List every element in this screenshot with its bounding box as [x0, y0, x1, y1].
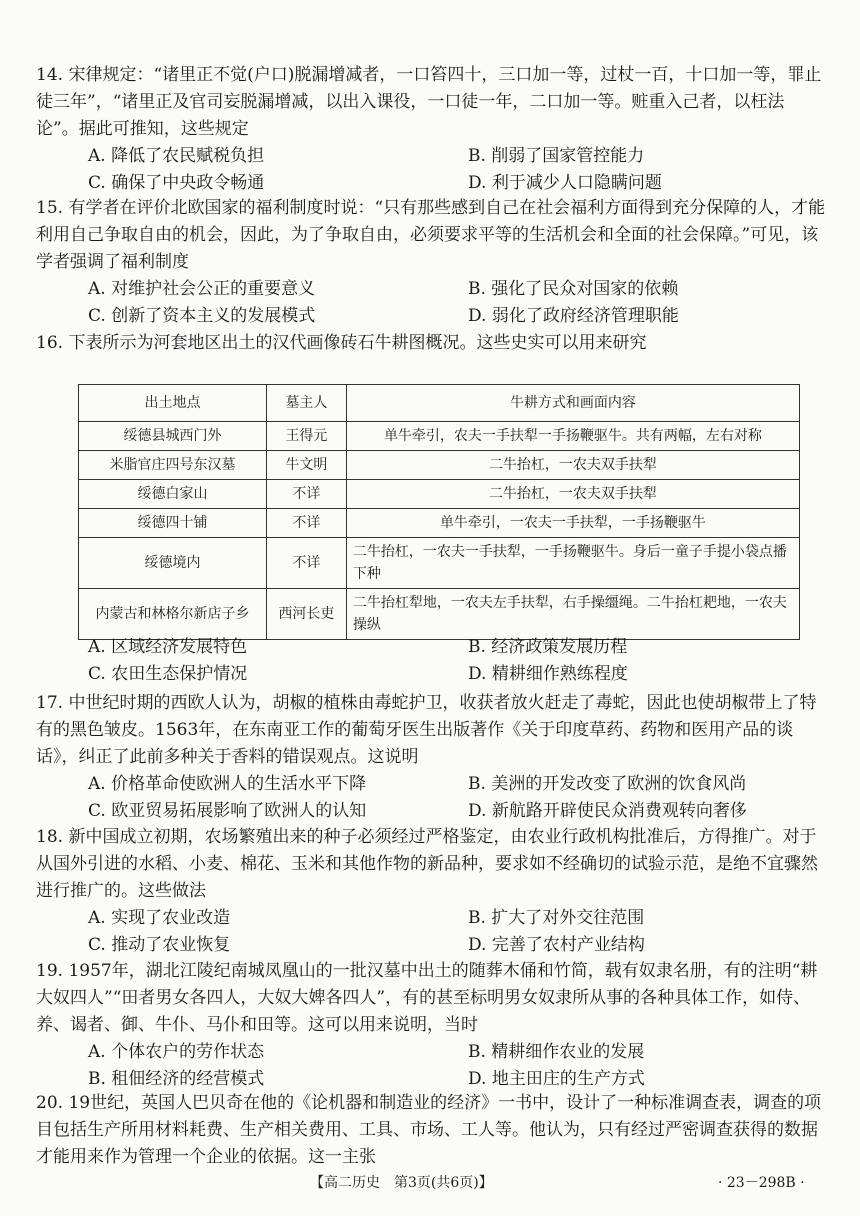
table-row	[79, 589, 800, 640]
option-d: D. 利于减少人口隐瞒问题	[468, 173, 662, 193]
table-cell: 二牛抬杠犁地，一农夫左手扶犁，右手操缰绳。二牛抬杠耙地，一农夫操纵	[346, 589, 799, 640]
options	[88, 143, 826, 197]
question-19	[36, 958, 826, 1093]
question-stem: 20. 19世纪，英国人巴贝奇在他的《论机器和制造业的经济》一书中，设计了一种标准调查表，调查的项目包括生产所用材料耗费、生产相关费用、工具、市场、工人等。他认为，只有经过严密调查获得的数据才能用来作为管理一个企业的依据。这一主张	[36, 1093, 822, 1167]
table-row	[79, 422, 800, 451]
table-row	[79, 451, 800, 480]
table-cell: 米脂官庄四号东汉墓	[79, 451, 267, 480]
option-a: A. 降低了农民赋税负担	[88, 146, 265, 166]
question-stem: 17. 中世纪时期的西欧人认为，胡椒的植株由毒蛇护卫，收获者放火赶走了毒蛇，因此也使胡椒带上了特有的黑色皱皮。1563年，在东南亚工作的葡萄牙医生出版著作《关于印度草药、药物和医用产品的谈话》，纠正了此前多种关于香料的错误观点。这说明	[36, 693, 817, 767]
table-cell: 不详	[266, 480, 346, 509]
footer-code: · 23－298B ·	[718, 1175, 805, 1191]
table-cell: 王得元	[266, 422, 346, 451]
option-c: C. 农田生态保护情况	[88, 664, 248, 684]
option-c: C. 欧亚贸易拓展影响了欧洲人的认知	[88, 801, 367, 821]
table-cell: 牛文明	[266, 451, 346, 480]
question-stem: 19. 1957年，湖北江陵纪南城凤凰山的一批汉墓中出土的随葬木俑和竹简，载有奴隶名册，有的注明“耕大奴四人”“田者男女各四人，大奴大婢各四人”，有的甚至标明男女奴隶所从事的各种具体工作，如侍、养、谒者、御、牛仆、马仆和田等。这可以用来说明，当时	[36, 961, 818, 1035]
table-cell: 单牛牵引，农夫一手扶犁一手扬鞭驱牛。共有两幅，左右对称	[346, 422, 799, 451]
table-cell: 西河长吏	[266, 589, 346, 640]
option-a: A. 区域经济发展特色	[88, 637, 248, 657]
question-18	[36, 824, 826, 959]
question-14	[36, 62, 826, 197]
option-d: D. 地主田庄的生产方式	[468, 1069, 645, 1089]
option-b: B. 削弱了国家管控能力	[468, 146, 645, 166]
options	[88, 634, 826, 688]
table-cell: 内蒙古和林格尔新店子乡	[79, 589, 267, 640]
option-b: B. 经济政策发展历程	[468, 637, 628, 657]
option-b: B. 强化了民众对国家的依赖	[468, 279, 679, 299]
footer-page-label: 【高二历史 第3页(共6页)】	[310, 1175, 493, 1191]
option-c: C. 推动了农业恢复	[88, 935, 231, 955]
table-header: 出土地点	[79, 385, 267, 422]
option-c: B. 租佃经济的经营模式	[88, 1069, 265, 1089]
question-16	[36, 330, 826, 357]
table-header-row	[79, 385, 800, 422]
options	[88, 771, 826, 825]
options	[88, 905, 826, 959]
table-cell: 绥德县城西门外	[79, 422, 267, 451]
table-header: 墓主人	[266, 385, 346, 422]
option-d: D. 新航路开辟使民众消费观转向奢侈	[468, 801, 747, 821]
table-row	[79, 480, 800, 509]
option-b: B. 扩大了对外交往范围	[468, 908, 645, 928]
option-d: D. 弱化了政府经济管理职能	[468, 306, 679, 326]
ox-plough-table	[78, 384, 800, 640]
table-row	[79, 509, 800, 538]
option-a: A. 个体农户的劳作状态	[88, 1042, 265, 1062]
option-c: C. 确保了中央政令畅通	[88, 173, 265, 193]
question-16-options	[36, 634, 826, 688]
table-cell: 二牛抬杠，一农夫双手扶犁	[346, 480, 799, 509]
question-15	[36, 195, 826, 330]
table-cell: 二牛抬杠，一农夫一手扶犁，一手扬鞭驱牛。身后一童子手提小袋点播下种	[346, 538, 799, 589]
table-cell: 不详	[266, 538, 346, 589]
question-17	[36, 690, 826, 825]
option-a: A. 实现了农业改造	[88, 908, 231, 928]
question-stem: 18. 新中国成立初期，农场繁殖出来的种子必须经过严格鉴定，由农业行政机构批准后，方得推广。对于从国外引进的水稻、小麦、棉花、玉米和其他作物的新品种，要求如不经确切的试验示范，是绝不宜骤然进行推广的。这些做法	[36, 827, 818, 901]
options	[88, 1039, 826, 1093]
question-stem: 14. 宋律规定：“诸里正不觉(户口)脱漏增减者，一口笞四十，三口加一等，过杖一百，十口加一等，罪止徒三年”，“诸里正及官司妄脱漏增减，以出入课役，一口徒一年，二口加一等。赃重入己者，以枉法论”。据此可推知，这些规定	[36, 65, 822, 139]
table-header: 牛耕方式和画面内容	[346, 385, 799, 422]
table-cell: 绥德白家山	[79, 480, 267, 509]
table-cell: 二牛抬杠，一农夫双手扶犁	[346, 451, 799, 480]
question-stem: 15. 有学者在评价北欧国家的福利制度时说：“只有那些感到自己在社会福利方面得到充分保障的人，才能利用自己争取自由的机会，因此，为了争取自由，必须要求平等的生活机会和全面的社会保障。”可见，该学者强调了福利制度	[36, 198, 826, 272]
option-d: D. 完善了农村产业结构	[468, 935, 645, 955]
option-d: D. 精耕细作熟练程度	[468, 664, 628, 684]
option-a: A. 价格革命使欧洲人的生活水平下降	[88, 774, 367, 794]
option-b: B. 美洲的开发改变了欧洲的饮食风尚	[468, 774, 747, 794]
option-c: C. 创新了资本主义的发展模式	[88, 306, 316, 326]
table-row	[79, 538, 800, 589]
table-cell: 绥德境内	[79, 538, 267, 589]
option-b: B. 精耕细作农业的发展	[468, 1042, 645, 1062]
question-stem: 16. 下表所示为河套地区出土的汉代画像砖石牛耕图概况。这些史实可以用来研究	[36, 333, 647, 353]
table-cell: 绥德四十铺	[79, 509, 267, 538]
option-a: A. 对维护社会公正的重要意义	[88, 279, 316, 299]
question-20	[36, 1090, 826, 1171]
options	[88, 276, 826, 330]
table-cell: 不详	[266, 509, 346, 538]
table-cell: 单牛牵引，一农夫一手扶犁，一手扬鞭驱牛	[346, 509, 799, 538]
